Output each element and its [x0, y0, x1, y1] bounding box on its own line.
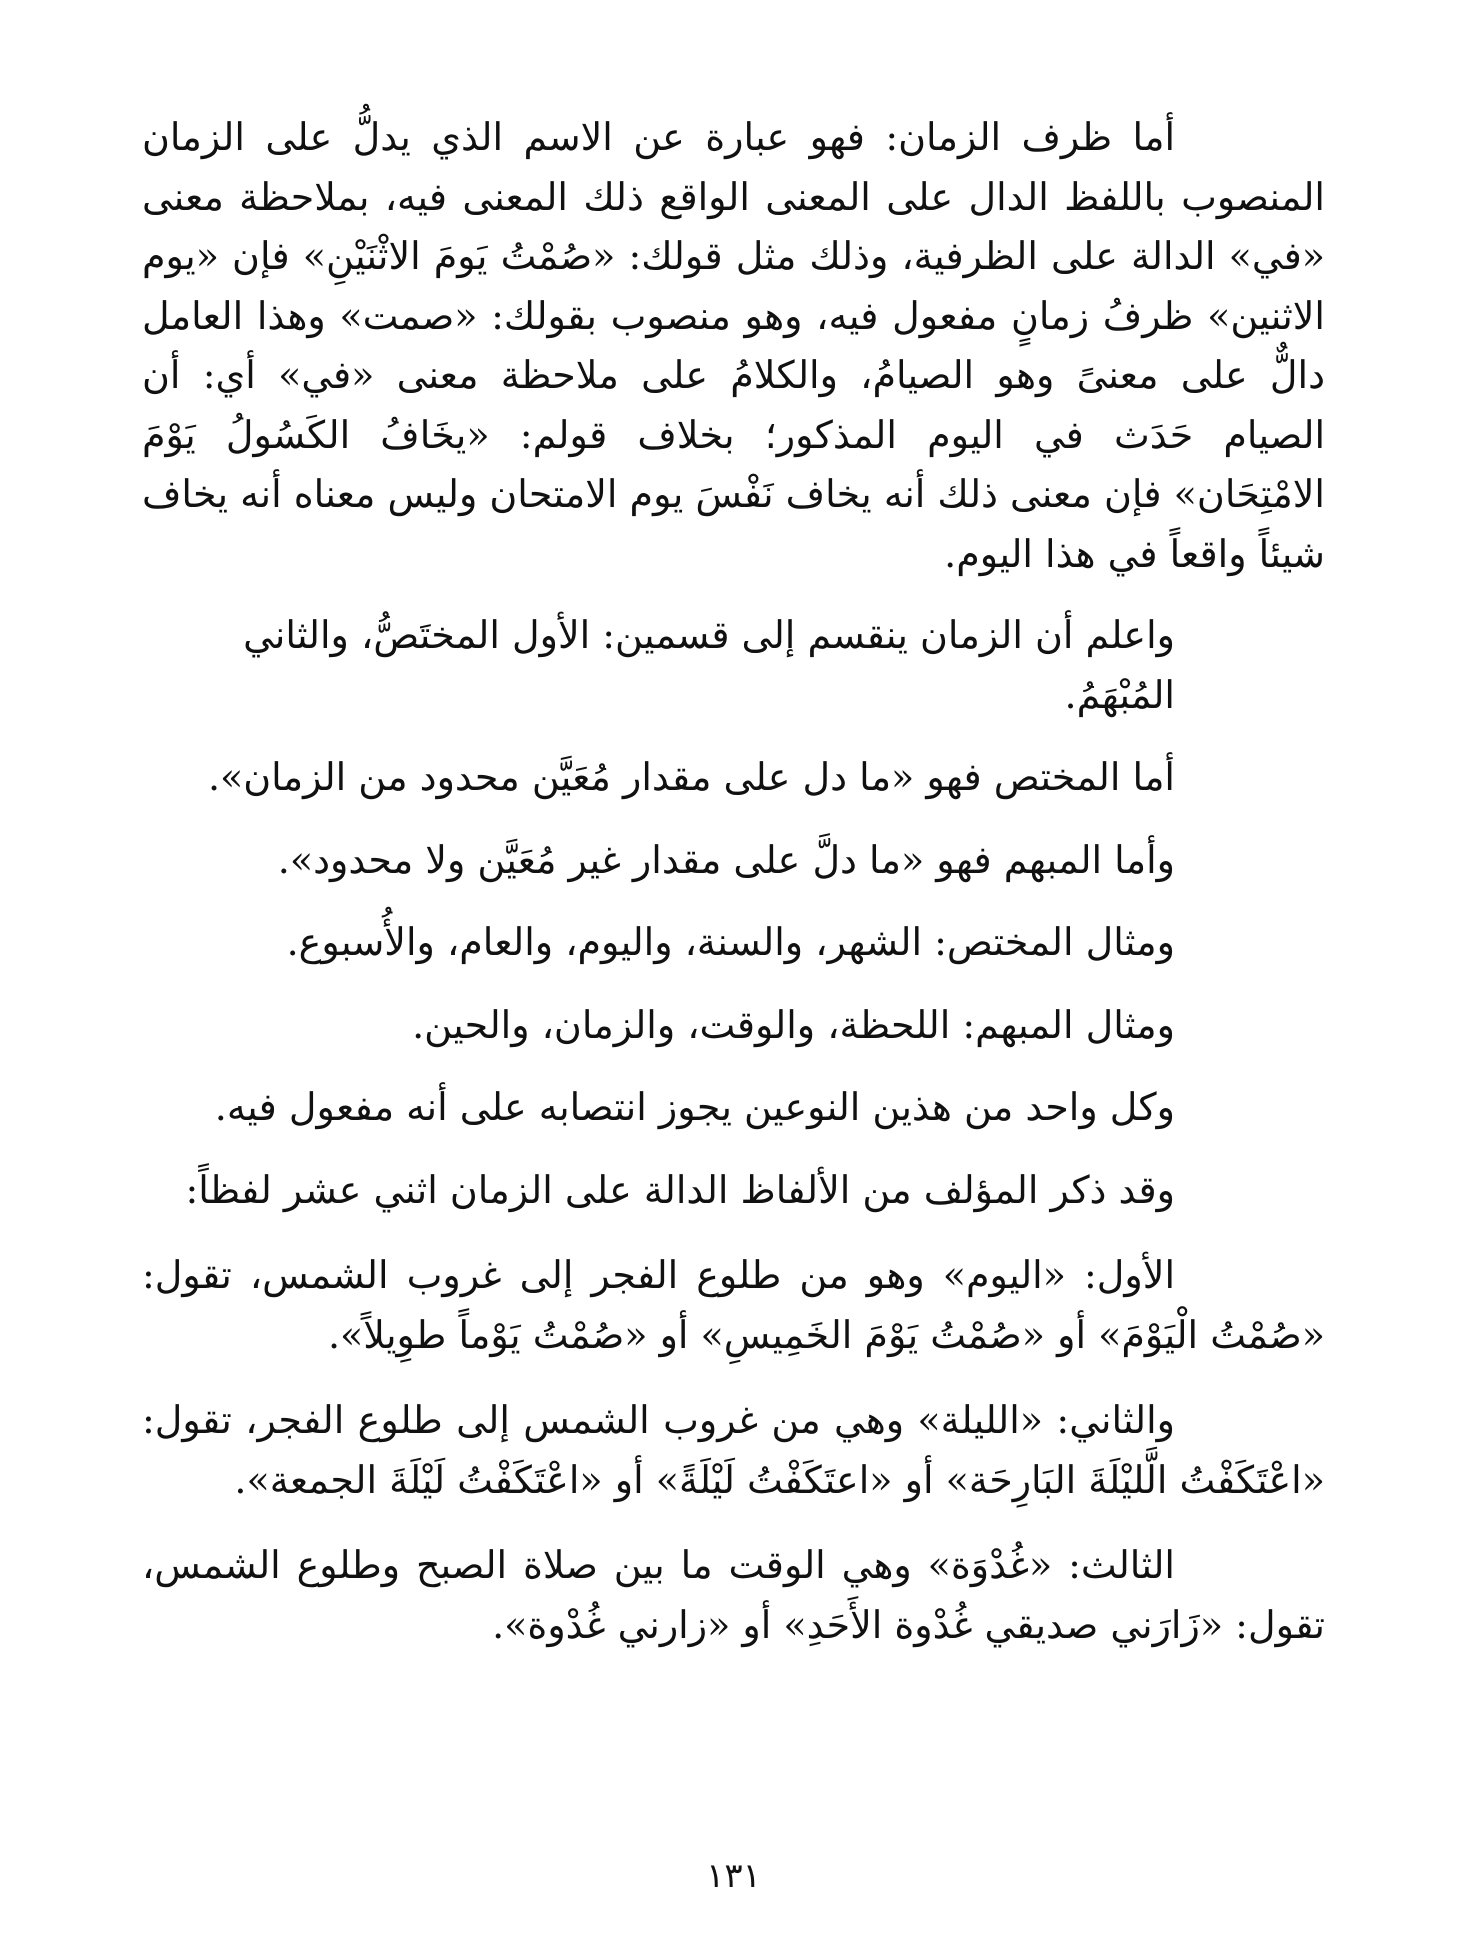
specific-time-examples: ومثال المختص: الشهر، والسنة، واليوم، والعام، والأُسبوع. [286, 920, 1175, 964]
time-division-paragraph: واعلم أن الزمان ينقسم إلى قسمين: الأول المختَصُّ، والثاني المُبْهَمُ. [243, 613, 1175, 717]
third-word-paragraph: الثالث: «غُدْوَة» وهي الوقت ما بين صلاة الصبح وطلوع الشمس، تقول: «زَارَني صديقي غُدْوة الأَحَدِ» أو «زارني غُدْوة». [142, 1543, 1325, 1647]
vague-time-examples: ومثال المبهم: اللحظة، والوقت، والزمان، والحين. [412, 1002, 1175, 1047]
book-page [142, 108, 1325, 1908]
first-word-paragraph: الأول: «اليوم» وهو من طلوع الفجر إلى غروب الشمس، تقول: «صُمْتُ الْيَوْمَ» أو «صُمْتُ يَوْمَ الخَمِيسِ» أو «صُمْتُ يَوْماً طوِيلاً». [142, 1253, 1325, 1357]
page-number: ١٣١ [706, 1856, 761, 1896]
intro-paragraph: أما ظرف الزمان: فهو عبارة عن الاسم الذي يدلُّ على الزمان المنصوب باللفظ الدال على المعنى الواقع ذلك المعنى فيه، بملاحظة معنى «في» الدالة على الظرفية، وذلك مثل قولك: «صُمْتُ يَومَ الاثْنَيْنِ» فإن «يوم الاثنين» ظرفُ زمانٍ مفعول فيه، وهو منصوب بقولك: «صمت» وهذا العامل دالٌّ على معنىً وهو الصيامُ، والكلامُ على ملاحظة معنى «في» أي: أن الصيام حَدَث في اليوم المذكور؛ بخلاف قولم: «يخَافُ الكَسُولُ يَوْمَ الامْتِحَان» فإن معنى ذلك أنه يخاف نَفْسَ يوم الامتحان وليس معناه أنه يخاف شيئاً واقعاً في هذا اليوم. [142, 115, 1325, 576]
accusative-rule-paragraph: وكل واحد من هذين النوعين يجوز انتصابه على أنه مفعول فيه. [214, 1085, 1175, 1129]
second-word-paragraph: والثاني: «الليلة» وهي من غروب الشمس إلى طلوع الفجر، تقول: «اعْتَكَفْتُ الَّليْلَةَ البَارِحَة» أو «اعتَكَفْتُ لَيْلَةً» أو «اعْتَكَفْتُ لَيْلَةَ الجمعة». [142, 1398, 1325, 1502]
twelve-words-intro: وقد ذكر المؤلف من الألفاظ الدالة على الزمان اثني عشر لفظاً: [185, 1167, 1175, 1212]
vague-time-definition: وأما المبهم فهو «ما دلَّ على مقدار غير مُعَيَّن ولا محدود». [277, 837, 1175, 882]
specific-time-definition: أما المختص فهو «ما دل على مقدار مُعَيَّن محدود من الزمان». [207, 755, 1175, 799]
